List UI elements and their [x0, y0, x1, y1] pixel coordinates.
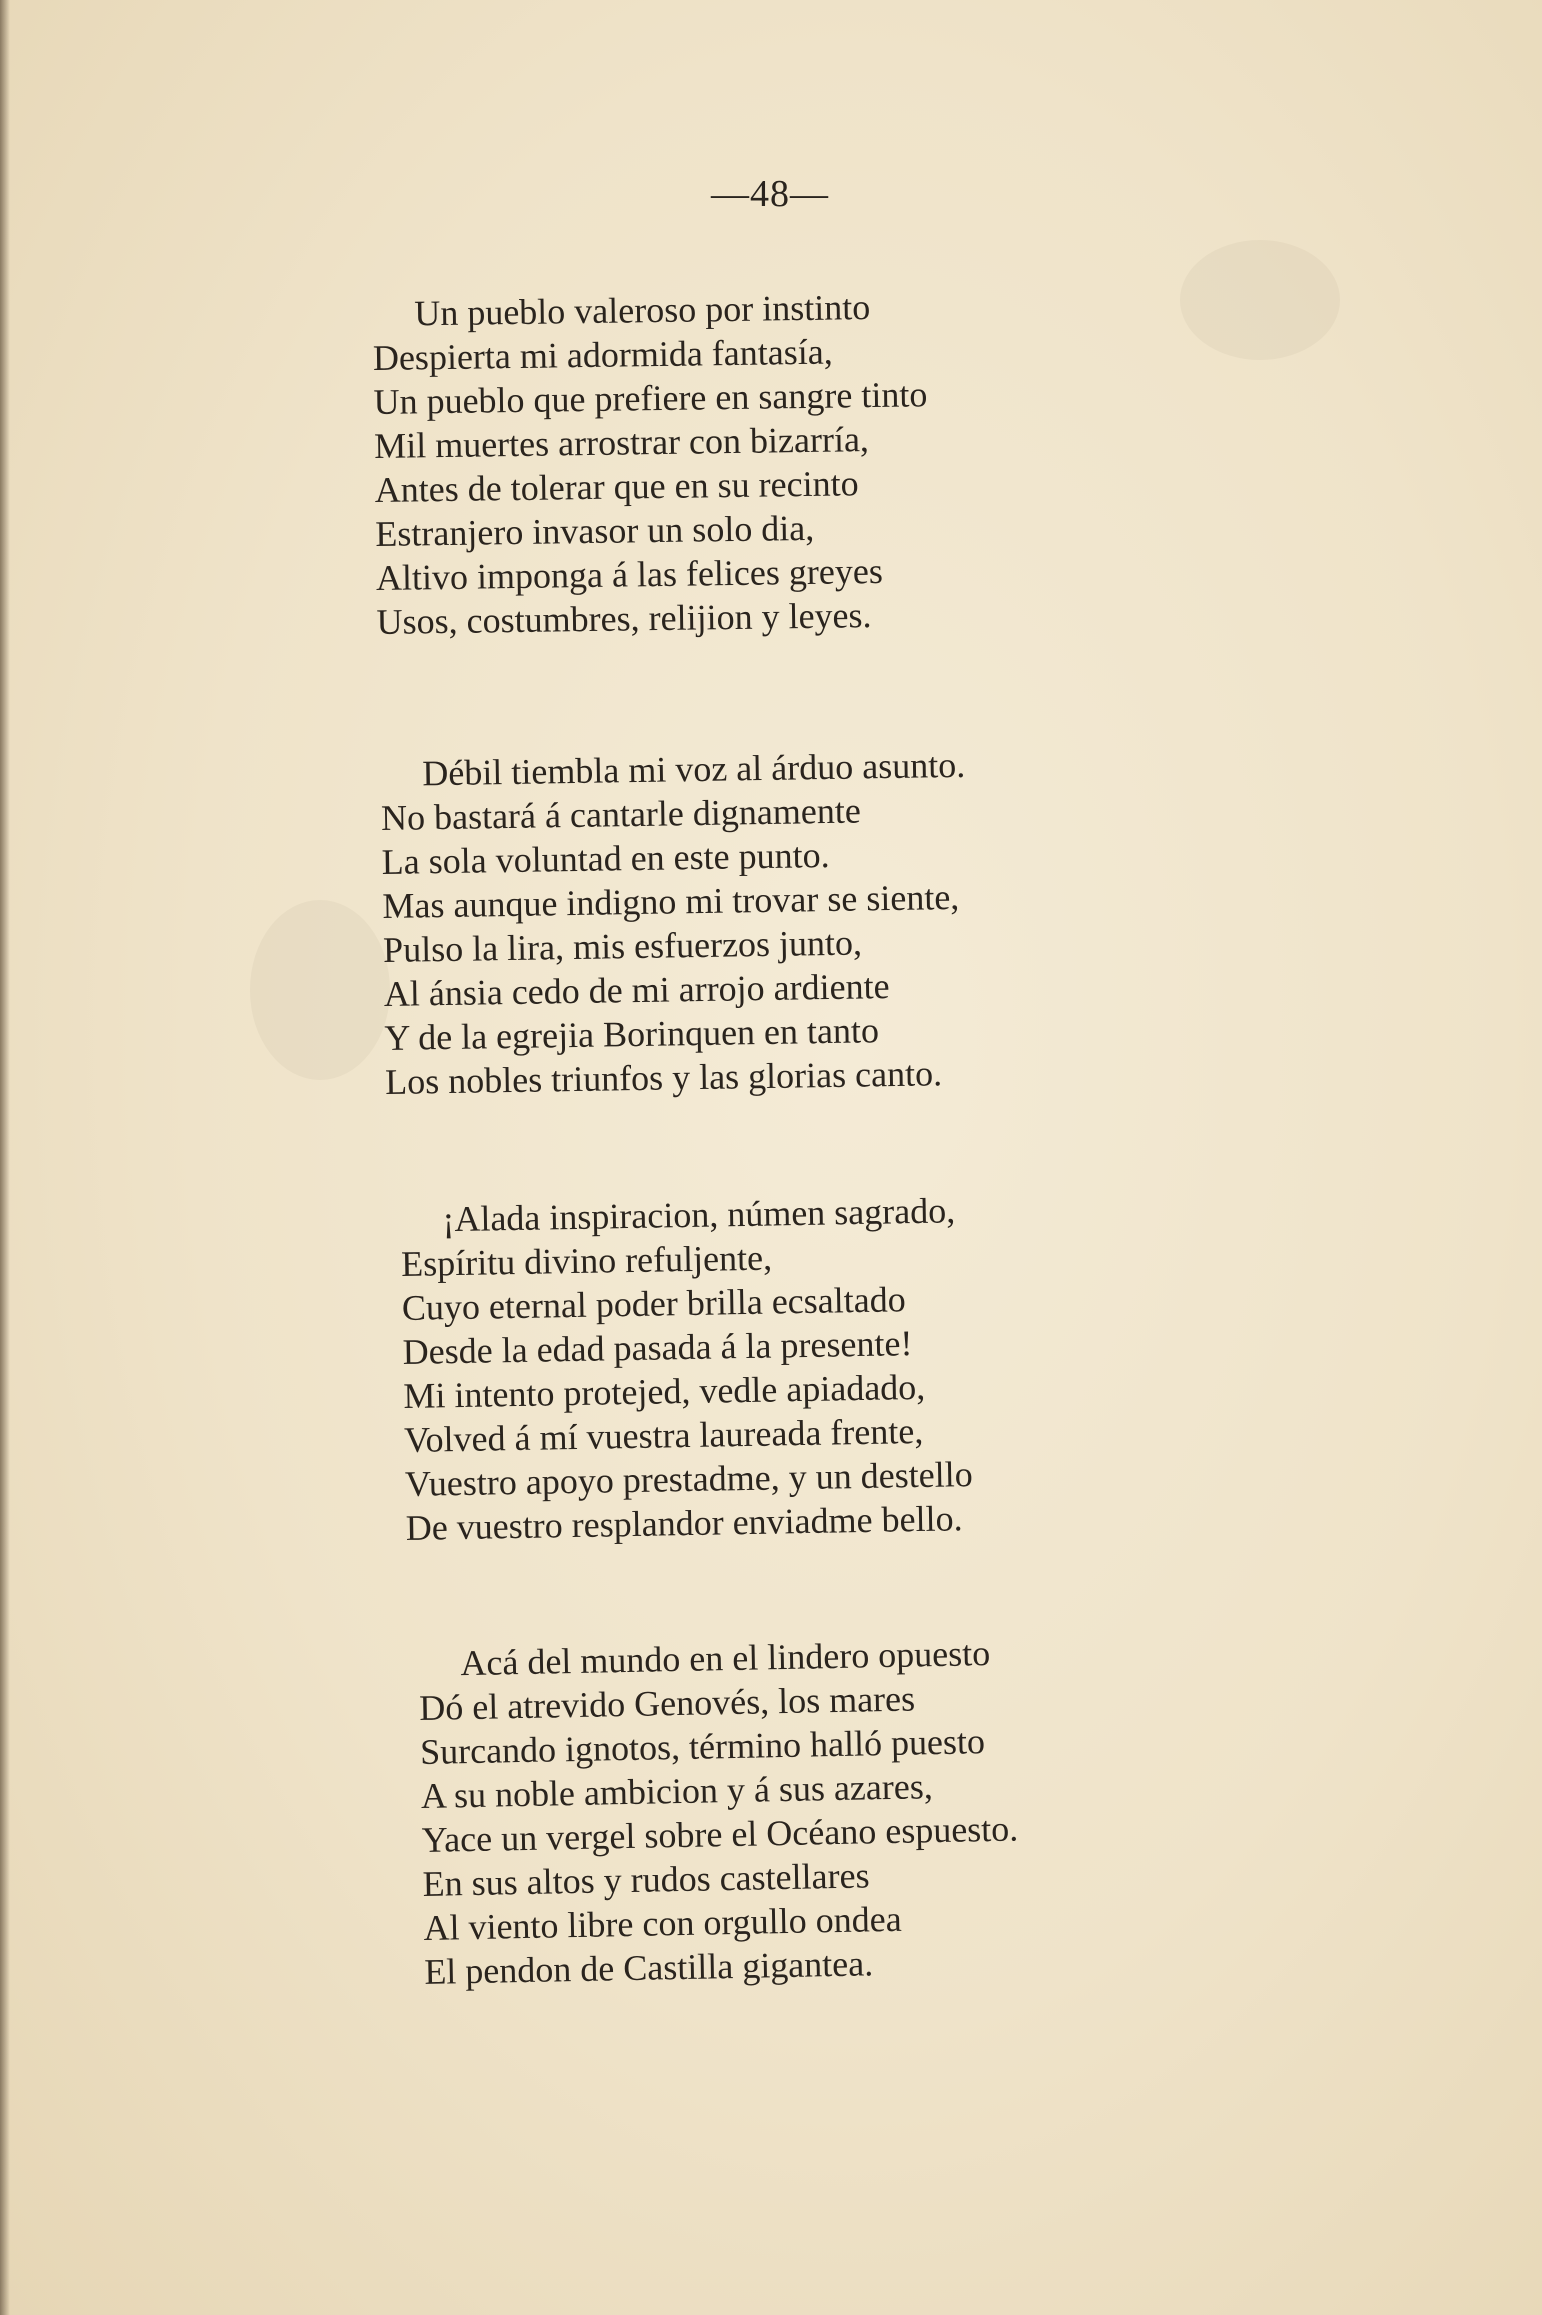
- verse-line: En sus altos y rudos castellares: [422, 1855, 870, 1904]
- verse-line: Al viento libre con orgullo ondea: [423, 1898, 903, 1948]
- verse-line: Surcando ignotos, término halló puesto: [419, 1721, 986, 1772]
- verse-line: Estranjero invasor un solo dia,: [375, 507, 815, 554]
- paper-stain: [250, 900, 390, 1080]
- verse-line: Al ánsia cedo de mi arrojo ardiente: [383, 966, 890, 1014]
- verse-line: Pulso la lira, mis esfuerzos junto,: [382, 922, 863, 970]
- verse-line: La sola voluntad en este punto.: [381, 834, 830, 882]
- verse-line: A su noble ambicion y á sus azares,: [420, 1766, 934, 1816]
- verse-line: Yace un vergel sobre el Océano espuesto.: [421, 1808, 1019, 1860]
- verse-line: Acá del mundo en el lindero opuesto: [460, 1633, 991, 1684]
- verse-line: Usos, costumbres, relijion y leyes.: [376, 595, 872, 642]
- verse-line: Y de la egrejia Borinquen en tanto: [384, 1010, 880, 1058]
- page-edge-shadow: [0, 0, 10, 2315]
- verse-line: Vuestro apoyo prestadme, y un destello: [404, 1454, 973, 1504]
- stanza-3: [400, 1188, 974, 1550]
- verse-line: Cuyo eternal poder brilla ecsaltado: [401, 1279, 907, 1328]
- stanza-4: [418, 1631, 1021, 1994]
- paper-stain: [1180, 240, 1340, 360]
- verse-line: Antes de tolerar que en su recinto: [374, 463, 859, 510]
- verse-line: Los nobles triunfos y las glorias canto.: [384, 1053, 943, 1102]
- verse-line: ¡Alada inspiracion, númen sagrado,: [442, 1190, 956, 1240]
- verse-line: Desde la edad pasada á la presente!: [402, 1323, 913, 1372]
- verse-line: Mil muertes arrostrar con bizarría,: [373, 419, 870, 466]
- verse-line: Despierta mi adormida fantasía,: [372, 331, 833, 378]
- verse-line: Mas aunque indigno mi trovar se siente,: [382, 876, 960, 926]
- verse-line: Altivo imponga á las felices greyes: [375, 550, 884, 598]
- verse-line: De vuestro resplandor enviadme bello.: [405, 1498, 963, 1548]
- verse-line: Mi intento protejed, vedle apiadado,: [403, 1366, 926, 1416]
- stanza-2: [380, 743, 970, 1104]
- verse-line: Un pueblo valeroso por instinto: [414, 287, 871, 334]
- page-number: —48—: [711, 173, 829, 215]
- stanza-1: [372, 284, 931, 644]
- verse-line: Un pueblo que prefiere en sangre tinto: [373, 374, 928, 422]
- verse-line: Espíritu divino refuljente,: [400, 1237, 773, 1284]
- verse-line: El pendon de Castilla gigantea.: [423, 1943, 874, 1992]
- verse-line: No bastará á cantarle dignamente: [380, 790, 862, 838]
- verse-line: Débil tiembla mi voz al árduo asunto.: [422, 744, 966, 794]
- verse-line: Volved á mí vuestra laureada frente,: [403, 1410, 924, 1460]
- verse-line: Dó el atrevido Genovés, los mares: [418, 1678, 916, 1728]
